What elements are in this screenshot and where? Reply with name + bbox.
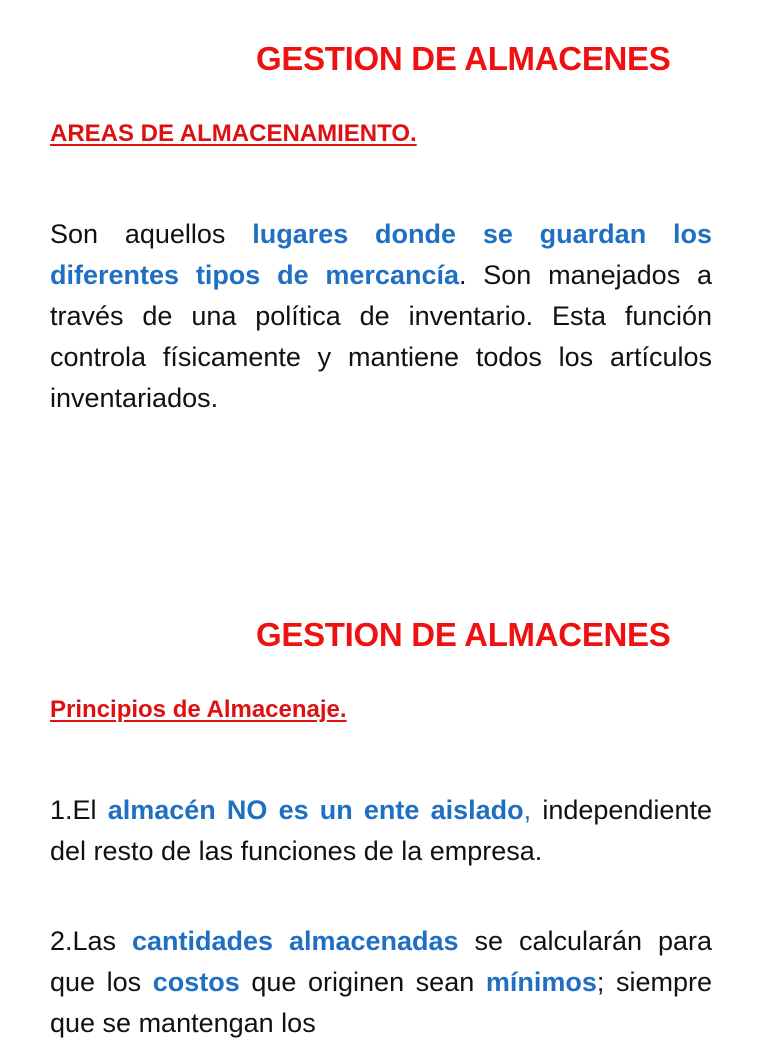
paragraph-text: 1.El — [50, 795, 108, 825]
slide-title: GESTION DE ALMACENES — [256, 40, 671, 77]
definition-paragraph — [50, 214, 712, 419]
highlighted-text: costos — [152, 967, 240, 997]
highlighted-text: mínimos — [485, 967, 597, 997]
paragraph-text: 2.Las — [50, 926, 132, 956]
slide-title: GESTION DE ALMACENES — [256, 616, 671, 653]
principle-item-2 — [50, 921, 712, 1044]
highlighted-text: cantidades almacenadas — [131, 926, 459, 956]
slide-subtitle: Principios de Almacenaje. — [50, 696, 347, 723]
principle-item-1 — [50, 790, 712, 872]
paragraph-text: se calcularán para que los — [50, 926, 712, 997]
slide-subtitle: AREAS DE ALMACENAMIENTO. — [50, 120, 417, 147]
paragraph-text: ; siempre que se mantengan los — [50, 967, 712, 1038]
highlighted-text: , — [523, 795, 532, 825]
slide-principios-almacenaje — [0, 560, 768, 1038]
paragraph-text: Son aquellos — [50, 219, 253, 249]
paragraph-text: . Son manejados a través de una política de inventario. Esta función controla físicamente y mantiene todos los artículos inventariados. — [50, 260, 713, 413]
paragraph-text: que originen sean — [239, 967, 486, 997]
paragraph-text: independiente del resto de las funciones de la empresa. — [50, 795, 712, 866]
highlighted-text: almacén NO es un ente aislado — [107, 795, 524, 825]
highlighted-text: lugares donde se guardan los diferentes tipos de mercancía — [50, 219, 712, 290]
